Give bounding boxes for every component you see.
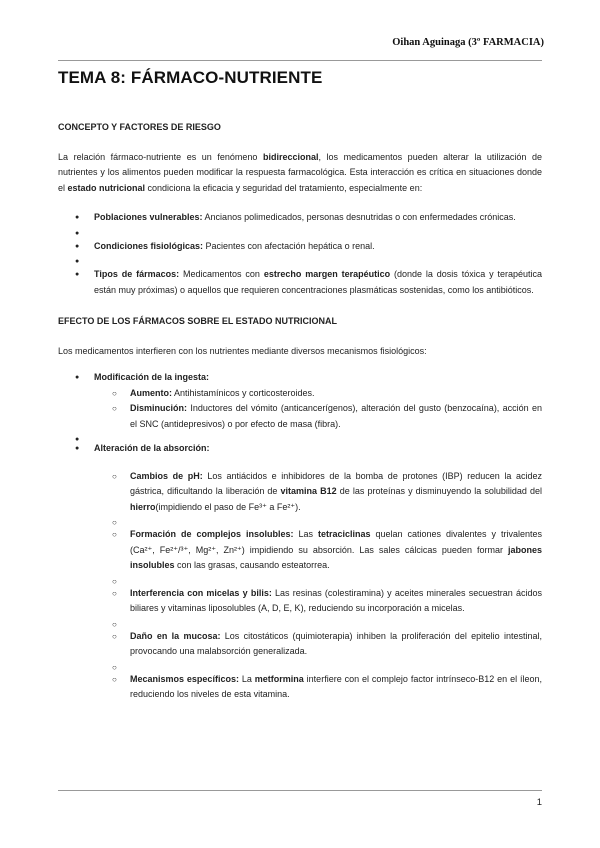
spacer xyxy=(58,432,542,441)
intro-paragraph xyxy=(58,150,542,197)
item-label: Alteración de la absorción: xyxy=(94,443,210,453)
risk-factor-list xyxy=(58,210,542,298)
page-title: TEMA 8: FÁRMACO-NUTRIENTE xyxy=(58,68,323,87)
page-number: 1 xyxy=(536,797,542,808)
item-label: Aumento: xyxy=(130,387,172,398)
section-heading-efecto: EFECTO DE LOS FÁRMACOS SOBRE EL ESTADO NUTRICIONAL xyxy=(58,316,338,326)
item-text: Las xyxy=(293,529,318,539)
absorcion-sublist xyxy=(94,469,542,703)
item-text: Inductores del vómito (anticancerígenos), alteración del gusto (benzocaína), acción en el SNC (antidepresivos) o por efecto de masa (fibra). xyxy=(130,403,542,429)
footer-divider xyxy=(58,790,542,791)
ingesta-sublist xyxy=(94,386,542,433)
item-text: de las proteínas y disminuyendo la solubilidad del xyxy=(336,486,543,496)
subitem-aumento xyxy=(94,386,542,402)
item-bold: jabones insolubles xyxy=(130,544,542,570)
item-label: Interferencia con micelas y bilis: xyxy=(130,587,272,598)
list-item-absorcion xyxy=(58,441,542,703)
subitem-complejos xyxy=(94,527,542,574)
list-item-ingesta xyxy=(58,370,542,432)
subitem-micelas xyxy=(94,586,542,617)
subitem-especificos xyxy=(94,672,542,703)
mechanism-list xyxy=(58,370,542,703)
intro-bold-estado: estado nutricional xyxy=(67,182,146,193)
intro-text-c: , los medicamentos pueden alterar la utilización de nutrientes y los alimentos pueden modificar la respuesta farmacológica. Esta interacción es crítica en situaciones donde el xyxy=(58,151,542,193)
subitem-disminucion xyxy=(94,401,542,432)
list-item-poblaciones xyxy=(58,210,542,226)
item-text: con las grasas, causando esteatorrea. xyxy=(174,560,330,570)
item-text: (donde la dosis tóxica y terapéutica están muy próximas) o aquellos que requieren concentraciones plasmáticas sostenidas, como los antibióticos. xyxy=(94,269,542,295)
spacer xyxy=(94,660,542,672)
spacer xyxy=(58,254,542,267)
item-label: Mecanismos específicos: xyxy=(130,673,239,684)
item-text: Los citostáticos (quimioterapia) inhiben la proliferación del epitelio intestinal, provocando una malabsorción generalizada. xyxy=(130,630,542,656)
intro-text-a: La relación fármaco-nutriente es un fenómeno xyxy=(58,151,263,162)
item-text: La xyxy=(238,673,255,684)
spacer xyxy=(58,226,542,239)
item-text: Pacientes con afectación hepática o renal. xyxy=(203,240,375,251)
item-label: Modificación de la ingesta: xyxy=(94,372,210,382)
item-text: Los antiácidos e inhibidores de la bomba de protones (IBP) reducen la acidez gástrica, dificultando la liberación de xyxy=(130,470,542,496)
item-bold: metformina xyxy=(254,673,304,684)
item-bold: vitamina B12 xyxy=(280,486,337,496)
item-bold: tetraciclinas xyxy=(317,529,371,539)
section-heading-concepto: CONCEPTO Y FACTORES DE RIESGO xyxy=(58,122,221,132)
item-label: Daño en la mucosa: xyxy=(130,630,221,641)
item-text: quelan cationes divalentes y trivalentes (Ca²⁺, Fe²⁺/³⁺, Mg²⁺, Zn²⁺) impidiendo su absorción. Las sales cálcicas pueden formar xyxy=(130,529,543,555)
spacer xyxy=(94,574,542,586)
intro-text-e: condiciona la eficacia y seguridad del tratamiento, especialmente en: xyxy=(145,182,423,193)
section2-intro: Los medicamentos interfieren con los nutrientes mediante diversos mecanismos fisiológicos: xyxy=(58,345,427,356)
subitem-ph xyxy=(94,469,542,516)
item-label: Disminución: xyxy=(130,403,188,413)
item-label: Poblaciones vulnerables: xyxy=(94,212,203,222)
item-text: Medicamentos con xyxy=(179,269,264,279)
list-item-tipos-farmacos xyxy=(58,267,542,298)
item-bold: hierro xyxy=(130,501,156,512)
item-text: interfiere con el complejo factor intrínseco-B12 en el íleon, reduciendo los niveles de esta vitamina. xyxy=(130,673,543,699)
header-author: Oihan Aguinaga (3º FARMACIA) xyxy=(392,37,544,48)
item-text: (impidiendo el paso de Fe³⁺ a Fe²⁺). xyxy=(155,501,301,512)
header-divider xyxy=(58,60,542,61)
item-bold: estrecho margen terapéutico xyxy=(263,269,391,279)
spacer xyxy=(94,515,542,527)
item-label: Cambios de pH: xyxy=(130,470,203,481)
item-label: Formación de complejos insolubles: xyxy=(130,529,294,539)
subitem-mucosa xyxy=(94,629,542,660)
intro-bold-bidireccional: bidireccional xyxy=(262,151,319,162)
item-text: Las resinas (colestiramina) y aceites minerales secuestran ácidos biliares y vitaminas liposolubles (A, D, E, K), reduciendo su incorporación a micelas. xyxy=(130,587,542,613)
item-label: Tipos de fármacos: xyxy=(94,269,180,279)
item-text: Antihistamínicos y corticosteroides. xyxy=(172,387,315,398)
item-label: Condiciones fisiológicas: xyxy=(94,240,204,251)
list-item-condiciones xyxy=(58,239,542,255)
spacer xyxy=(94,617,542,629)
document-body xyxy=(58,120,542,703)
item-text: Ancianos polimedicados, personas desnutridas o con enfermedades crónicas. xyxy=(202,212,516,222)
